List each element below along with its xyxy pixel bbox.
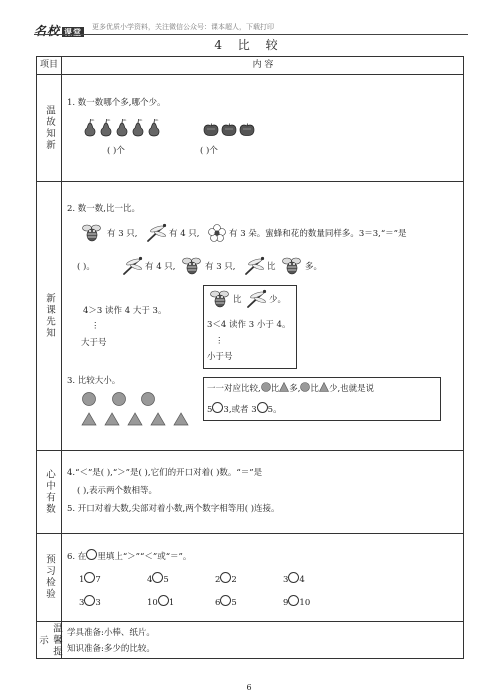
question-4-line-1: 4.“＜”是( ),“＞”是( ),它们的开口对着( )数。“＝”是	[67, 468, 263, 478]
text-fragment: 比	[267, 262, 276, 272]
row-divider	[37, 621, 463, 622]
reading-less: 3＜4 读作 3 小于 4。	[207, 320, 291, 330]
triangle-icon	[319, 382, 329, 392]
section-label-core: 心中有数	[44, 468, 55, 515]
answer-circle[interactable]	[84, 572, 95, 583]
section-label-preview: 预习检验	[44, 554, 55, 600]
exercise-2: 4 5	[147, 572, 169, 586]
circle-icon	[300, 382, 310, 392]
bee-icon	[209, 289, 231, 309]
page-number: 6	[246, 683, 252, 692]
section-label-tip: 温馨提示	[37, 623, 62, 658]
circle-shape	[142, 393, 155, 406]
triangle-shape	[105, 413, 119, 425]
question-4-line-2: ( ),表示两个数相等。	[77, 486, 158, 496]
pear-icon	[99, 117, 113, 137]
dragonfly-icon	[145, 223, 167, 243]
answer-circle[interactable]	[212, 402, 223, 413]
question-2: 2. 数一数,比一比。	[67, 204, 141, 214]
text-fragment: 有 4 只,	[145, 262, 176, 272]
text-fragment: 多。	[305, 262, 323, 272]
triangle-icon	[279, 382, 289, 392]
pear-icon	[115, 117, 129, 137]
dragonfly-icon	[121, 256, 143, 276]
pointer-dots: ⋮	[215, 336, 224, 346]
triangle-shape	[82, 413, 96, 425]
text-fragment: 有 3 朵。蜜蜂和花的数量同样多。3＝3,“＝”是	[229, 229, 407, 239]
text-fragment: 少。	[269, 295, 287, 305]
apple-icon	[203, 123, 219, 137]
exercise-1: 1 7	[79, 572, 101, 586]
text-fragment: 有 4 只,	[169, 229, 200, 239]
bee-icon	[281, 256, 303, 276]
answer-circle[interactable]	[158, 595, 169, 606]
section-label-review: 温故知新	[44, 104, 55, 151]
header-rule	[34, 34, 468, 35]
comparison-line-2: 5 3,或者 3 5。	[207, 402, 282, 416]
pear-icon	[83, 117, 97, 137]
circle-icon	[261, 382, 271, 392]
question-3: 3. 比较大小。	[67, 376, 121, 386]
column-divider	[61, 57, 62, 658]
answer-circle[interactable]	[257, 402, 268, 413]
publisher-logo: 名校 课堂	[34, 24, 83, 38]
exercise-8: 9 10	[283, 595, 310, 609]
flower-icon	[207, 223, 227, 243]
text-fragment: 有 3 只,	[107, 229, 138, 239]
reading-greater: 4＞3 读作 4 大于 3。	[83, 306, 167, 316]
answer-circle[interactable]	[220, 572, 231, 583]
circle-shape	[83, 393, 96, 406]
tip-knowledge: 知识准备:多少的比较。	[67, 644, 155, 654]
apple-icon	[221, 123, 237, 137]
exercise-4: 3 4	[283, 572, 305, 586]
shape-comparison-figure	[79, 391, 189, 451]
answer-blank[interactable]: ( )个	[200, 146, 218, 156]
comparison-line-1: 一一对应比较, 比 多, 比 少,也就是说	[207, 384, 375, 394]
page-title: 4 比 较	[214, 38, 284, 52]
section-label-new: 新课先知	[44, 292, 55, 339]
bee-icon	[81, 223, 103, 243]
triangle-shape	[151, 413, 165, 425]
bee-icon	[181, 256, 203, 276]
answer-circle[interactable]	[288, 572, 299, 583]
pear-icon	[147, 117, 161, 137]
text-fragment: 有 3 只,	[205, 262, 236, 272]
tip-materials: 学具准备:小棒、纸片。	[67, 628, 155, 638]
row-divider	[37, 181, 463, 182]
exercise-6: 10 1	[147, 595, 174, 609]
exercise-3: 2 2	[215, 572, 237, 586]
pointer-dots: ⋮	[91, 321, 100, 331]
answer-blank[interactable]: ( )。	[77, 262, 95, 272]
text-fragment: 比	[233, 295, 242, 305]
column-header-content: 内 容	[252, 60, 274, 70]
pear-icon	[131, 117, 145, 137]
answer-circle[interactable]	[288, 595, 299, 606]
answer-circle[interactable]	[152, 572, 163, 583]
triangle-shape	[174, 413, 188, 425]
row-divider	[37, 533, 463, 534]
greater-sign-label: 大于号	[81, 338, 107, 348]
lesson-table	[36, 56, 464, 659]
answer-blank[interactable]: ( )个	[107, 146, 125, 156]
answer-circle[interactable]	[84, 595, 95, 606]
less-sign-label: 小于号	[207, 352, 233, 362]
answer-circle[interactable]	[220, 595, 231, 606]
column-header-item: 项目	[39, 60, 58, 70]
dragonfly-icon	[243, 256, 265, 276]
circle-shape	[113, 393, 126, 406]
exercise-7: 6 5	[215, 595, 237, 609]
question-5: 5. 开口对着大数,尖部对着小数,两个数字相等用( )连接。	[67, 504, 280, 514]
row-divider	[37, 74, 463, 75]
header-note: 更多优质小学资料，关注微信公众号：课本超人，下载打印	[92, 23, 274, 31]
exercise-5: 3 3	[79, 595, 101, 609]
question-1: 1. 数一数哪个多,哪个少。	[67, 98, 166, 108]
dragonfly-icon	[245, 289, 267, 309]
apple-icon	[239, 123, 255, 137]
question-6: 6. 在 里填上“＞”“＜”或“＝”。	[67, 549, 191, 563]
circle-placeholder-icon	[86, 549, 97, 560]
triangle-shape	[128, 413, 142, 425]
